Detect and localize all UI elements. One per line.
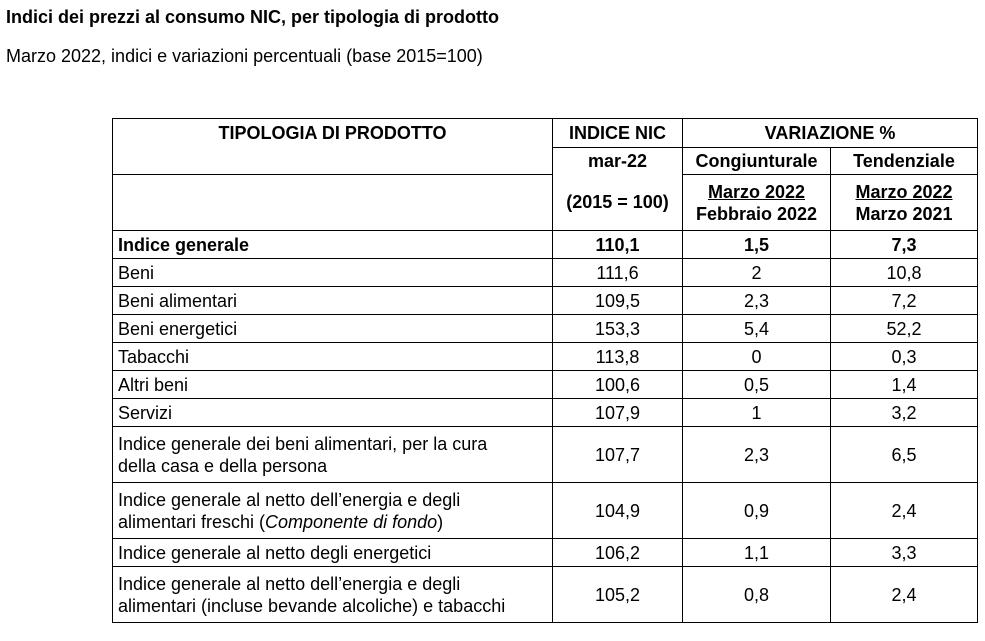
tend-period-current: Marzo 2022 [855, 181, 953, 202]
header-indice-period: mar-22 [553, 148, 683, 175]
row-congiunturale: 5,4 [683, 315, 831, 343]
row-label: Servizi [113, 399, 553, 427]
row-congiunturale: 0,9 [683, 483, 831, 539]
row-label-line-1: Indice generale dei beni alimentari, per la cura [118, 433, 488, 454]
row-congiunturale: 0,8 [683, 567, 831, 623]
row-label-line-2: della casa e della persona [118, 455, 328, 476]
row-label-line-2: alimentari (incluse bevande alcoliche) e tabacchi [118, 595, 506, 616]
row-indice: 105,2 [553, 567, 683, 623]
row-indice: 113,8 [553, 343, 683, 371]
header-tipologia: TIPOLOGIA DI PRODOTTO [113, 119, 553, 148]
table-subtitle: Marzo 2022, indici e variazioni percentuali (base 2015=100) [6, 46, 483, 66]
row-label: Beni [113, 259, 553, 287]
table-row [113, 427, 978, 483]
row-tendenziale: 7,3 [831, 231, 978, 259]
row-congiunturale: 0,5 [683, 371, 831, 399]
row-tendenziale: 10,8 [831, 259, 978, 287]
row-label-line-2-post: ) [437, 511, 444, 532]
row-tendenziale: 2,4 [831, 567, 978, 623]
row-congiunturale: 1,5 [683, 231, 831, 259]
header-row-3 [113, 175, 978, 231]
row-label-line-2 [118, 511, 547, 533]
tend-period-previous: Marzo 2021 [855, 203, 953, 224]
row-label: Indice generale al netto degli energetici [113, 539, 553, 567]
table-row [113, 315, 978, 343]
row-indice: 111,6 [553, 259, 683, 287]
row-label-line-2-italic: Componente di fondo [265, 511, 438, 532]
header-congiunturale-periods [683, 175, 831, 231]
table-row [113, 399, 978, 427]
header-tendenziale: Tendenziale [831, 148, 978, 175]
header-row-1 [113, 119, 978, 148]
row-congiunturale: 2 [683, 259, 831, 287]
row-congiunturale: 2,3 [683, 287, 831, 315]
table-row [113, 343, 978, 371]
nic-price-index-table [112, 118, 978, 623]
table-row [113, 231, 978, 259]
row-indice: 100,6 [553, 371, 683, 399]
row-label: Beni alimentari [113, 287, 553, 315]
row-indice: 104,9 [553, 483, 683, 539]
row-congiunturale: 0 [683, 343, 831, 371]
row-tendenziale: 52,2 [831, 315, 978, 343]
header-indice-base: (2015 = 100) [553, 175, 683, 231]
cong-period-current: Marzo 2022 [707, 181, 806, 202]
row-tendenziale: 0,3 [831, 343, 978, 371]
header-congiunturale: Congiunturale [683, 148, 831, 175]
row-indice: 106,2 [553, 539, 683, 567]
row-label: Beni energetici [113, 315, 553, 343]
table-row [113, 539, 978, 567]
row-label-line-1: Indice generale al netto dell’energia e degli [118, 489, 461, 510]
row-indice: 107,7 [553, 427, 683, 483]
row-indice: 153,3 [553, 315, 683, 343]
row-tendenziale: 3,3 [831, 539, 978, 567]
table-row [113, 567, 978, 623]
row-congiunturale: 1,1 [683, 539, 831, 567]
cong-period-previous: Febbraio 2022 [695, 203, 818, 224]
row-label-line-2-pre: alimentari freschi ( [118, 511, 266, 532]
row-tendenziale: 1,4 [831, 371, 978, 399]
header-empty-cell-2 [113, 175, 553, 231]
row-tendenziale: 6,5 [831, 427, 978, 483]
header-tendenziale-periods [831, 175, 978, 231]
row-label [113, 483, 553, 539]
row-label: Indice generale [113, 231, 553, 259]
row-indice: 107,9 [553, 399, 683, 427]
table-row [113, 483, 978, 539]
table-title: Indici dei prezzi al consumo NIC, per tipologia di prodotto [6, 7, 500, 27]
table-row [113, 287, 978, 315]
row-indice: 110,1 [553, 231, 683, 259]
row-tendenziale: 2,4 [831, 483, 978, 539]
row-label [113, 427, 553, 483]
header-row-2 [113, 148, 978, 175]
row-label [113, 567, 553, 623]
row-label: Tabacchi [113, 343, 553, 371]
table-row [113, 259, 978, 287]
row-tendenziale: 7,2 [831, 287, 978, 315]
header-variazione: VARIAZIONE % [683, 119, 978, 148]
row-indice: 109,5 [553, 287, 683, 315]
row-tendenziale: 3,2 [831, 399, 978, 427]
row-congiunturale: 2,3 [683, 427, 831, 483]
header-indice-nic: INDICE NIC [553, 119, 683, 148]
row-label-line-1: Indice generale al netto dell’energia e degli [118, 573, 461, 594]
header-empty-cell [113, 148, 553, 175]
row-congiunturale: 1 [683, 399, 831, 427]
row-label: Altri beni [113, 371, 553, 399]
table-row [113, 371, 978, 399]
